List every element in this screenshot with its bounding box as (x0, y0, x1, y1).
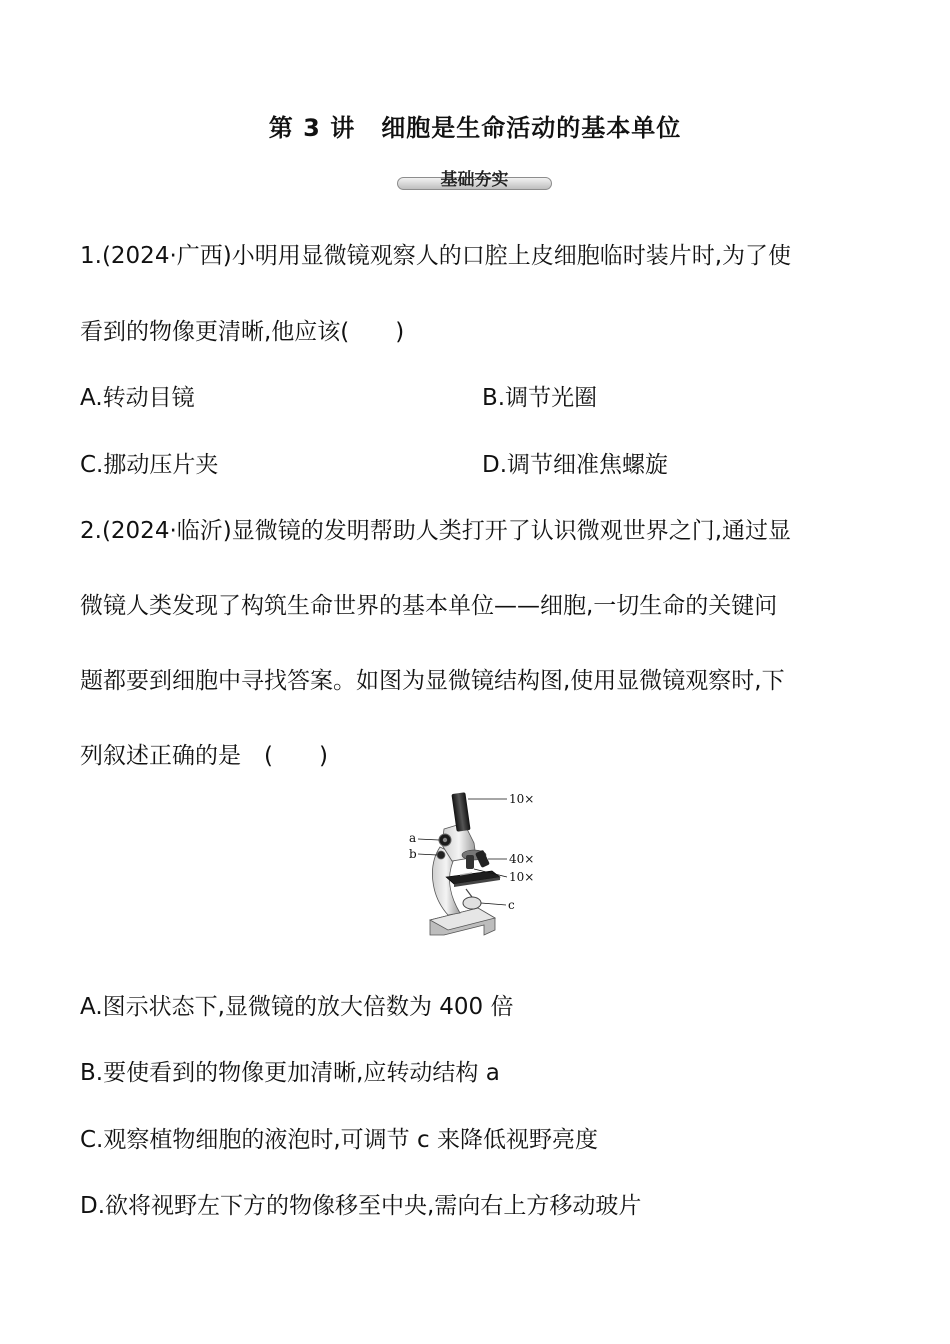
microscope-base (430, 908, 495, 935)
q1-option-c[interactable]: C.挪动压片夹 (80, 452, 219, 478)
section-header (397, 165, 552, 191)
q2-option-a[interactable]: A.图示状态下,显微镜的放大倍数为 400 倍 (80, 994, 514, 1020)
q2-option-d[interactable]: D.欲将视野左下方的物像移至中央,需向右上方移动玻片 (80, 1193, 642, 1219)
q1-option-b[interactable]: B.调节光圈 (482, 385, 598, 411)
label-a: a (409, 831, 417, 845)
q1-stem-line2: 看到的物像更清晰,他应该( ) (80, 319, 405, 345)
q2-stem-line3: 题都要到细胞中寻找答案。如图为显微镜结构图,使用显微镜观察时,下 (80, 668, 785, 694)
page-title (0, 108, 950, 143)
mirror (463, 897, 481, 909)
objective-lens-10x (466, 855, 474, 869)
q2-stem-line1: 2.(2024·临沂)显微镜的发明帮助人类打开了认识微观世界之门,通过显 (80, 518, 792, 544)
lesson-title: 细胞是生命活动的基本单位 (381, 114, 682, 142)
lesson-number: 第 3 讲 (268, 114, 356, 142)
label-objective-10x: 10× (509, 870, 535, 884)
label-eyepiece: 10× (509, 792, 535, 806)
label-b: b (409, 847, 417, 861)
microscope-figure (400, 785, 550, 945)
q2-stem-line2: 微镜人类发现了构筑生命世界的基本单位——细胞,一切生命的关键问 (80, 593, 778, 619)
q1-option-a[interactable]: A.转动目镜 (80, 385, 195, 411)
label-objective-40x: 40× (509, 852, 535, 866)
q1-option-d[interactable]: D.调节细准焦螺旋 (482, 452, 669, 478)
q2-option-b[interactable]: B.要使看到的物像更加清晰,应转动结构 a (80, 1060, 500, 1086)
section-label: 基础夯实 (440, 170, 509, 190)
fine-focus-knob (437, 851, 445, 859)
q2-option-c[interactable]: C.观察植物细胞的液泡时,可调节 c 来降低视野亮度 (80, 1127, 598, 1153)
label-c: c (508, 898, 515, 912)
q2-stem-line4: 列叙述正确的是 ( ) (80, 743, 328, 769)
q1-stem-line1: 1.(2024·广西)小明用显微镜观察人的口腔上皮细胞临时装片时,为了使 (80, 243, 792, 269)
